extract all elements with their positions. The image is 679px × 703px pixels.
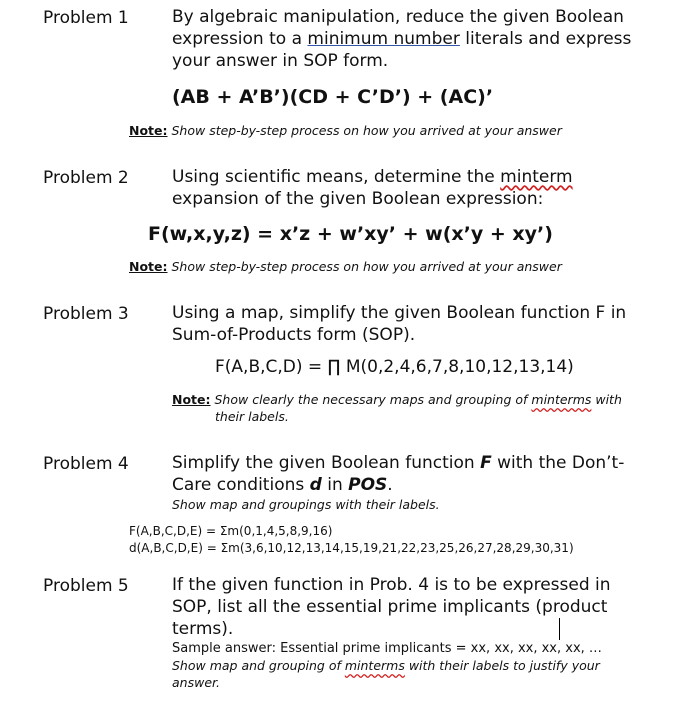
problem-2-line-b: expansion of the given Boolean expression:	[172, 189, 544, 209]
minterms-spellcheck-2: minterms	[344, 658, 405, 673]
problem-5-line-a: If the given function in Prob. 4 is to be expressed in	[172, 575, 611, 595]
problem-2-statement	[172, 166, 672, 210]
problem-4-label: Problem 4	[43, 454, 129, 474]
problem-5-note: Show map and grouping of minterms with their labels to justify your answer.	[172, 658, 600, 690]
problem-4-subnote: Show map and groupings with their labels.	[172, 497, 440, 512]
problem-1-line-a: By algebraic manipulation, reduce the given Boolean	[172, 7, 624, 27]
problem-1-note: Note: Show step-by-step process on how you arrived at your answer	[129, 123, 562, 138]
problem-3-line-a: Using a map, simplify the given Boolean function F in	[172, 303, 627, 323]
problem-5-line-b: SOP, list all the essential prime implicants (product	[172, 597, 608, 617]
problem-2-note-label: Note:	[129, 259, 168, 274]
problem-2-label: Problem 2	[43, 168, 129, 188]
problem-3-note: Note: Show clearly the necessary maps and grouping of minterms with their labels.	[172, 392, 622, 424]
problem-4-line-b: Care conditions d in POS.	[172, 475, 393, 495]
problem-5-label: Problem 5	[43, 576, 129, 596]
problem-4-function-f: F(A,B,C,D,E) = Σm(0,1,4,5,8,9,16)	[129, 524, 333, 538]
minimum-number-underlined: minimum number	[307, 29, 460, 49]
problem-3-label: Problem 3	[43, 304, 129, 324]
problem-5-line-c: terms).	[172, 619, 234, 639]
problem-1-line-c: your answer in SOP form.	[172, 51, 389, 71]
problem-1-note-label: Note:	[129, 123, 168, 138]
problem-2-line-a: Using scientific means, determine the minterm	[172, 167, 573, 187]
problem-5-statement	[172, 574, 672, 640]
problem-1-line-b: expression to a minimum number literals and express	[172, 29, 632, 49]
minterms-spellcheck: minterms	[531, 392, 592, 407]
problem-5-sample-answer: Sample answer: Essential prime implicants = xx, xx, xx, xx, xx, …	[172, 641, 602, 656]
problem-3-line-b: Sum-of-Products form (SOP).	[172, 325, 416, 345]
problem-1-statement	[172, 6, 672, 72]
problem-4-line-a: Simplify the given Boolean function F with the Don’t-	[172, 453, 625, 473]
problem-2-note: Note: Show step-by-step process on how you arrived at your answer	[129, 259, 562, 274]
problem-1-label: Problem 1	[43, 8, 129, 28]
problem-2-expression: F(w,x,y,z) = x’z + w’xy’ + w(x’y + xy’)	[148, 223, 553, 245]
problem-3-note-label: Note:	[172, 392, 211, 407]
problem-1-expression: (AB + A’B’)(CD + C’D’) + (AC)’	[172, 86, 494, 108]
minterm-spellcheck: minterm	[500, 167, 573, 187]
problem-4-function-d: d(A,B,C,D,E) = Σm(3,6,10,12,13,14,15,19,21,22,23,25,26,27,28,29,30,31)	[129, 541, 574, 555]
problem-3-expression: F(A,B,C,D) = ∏ M(0,2,4,6,7,8,10,12,13,14)	[215, 357, 574, 377]
text-cursor	[559, 618, 560, 640]
problem-4-statement	[172, 452, 672, 496]
problem-3-statement	[172, 302, 672, 346]
